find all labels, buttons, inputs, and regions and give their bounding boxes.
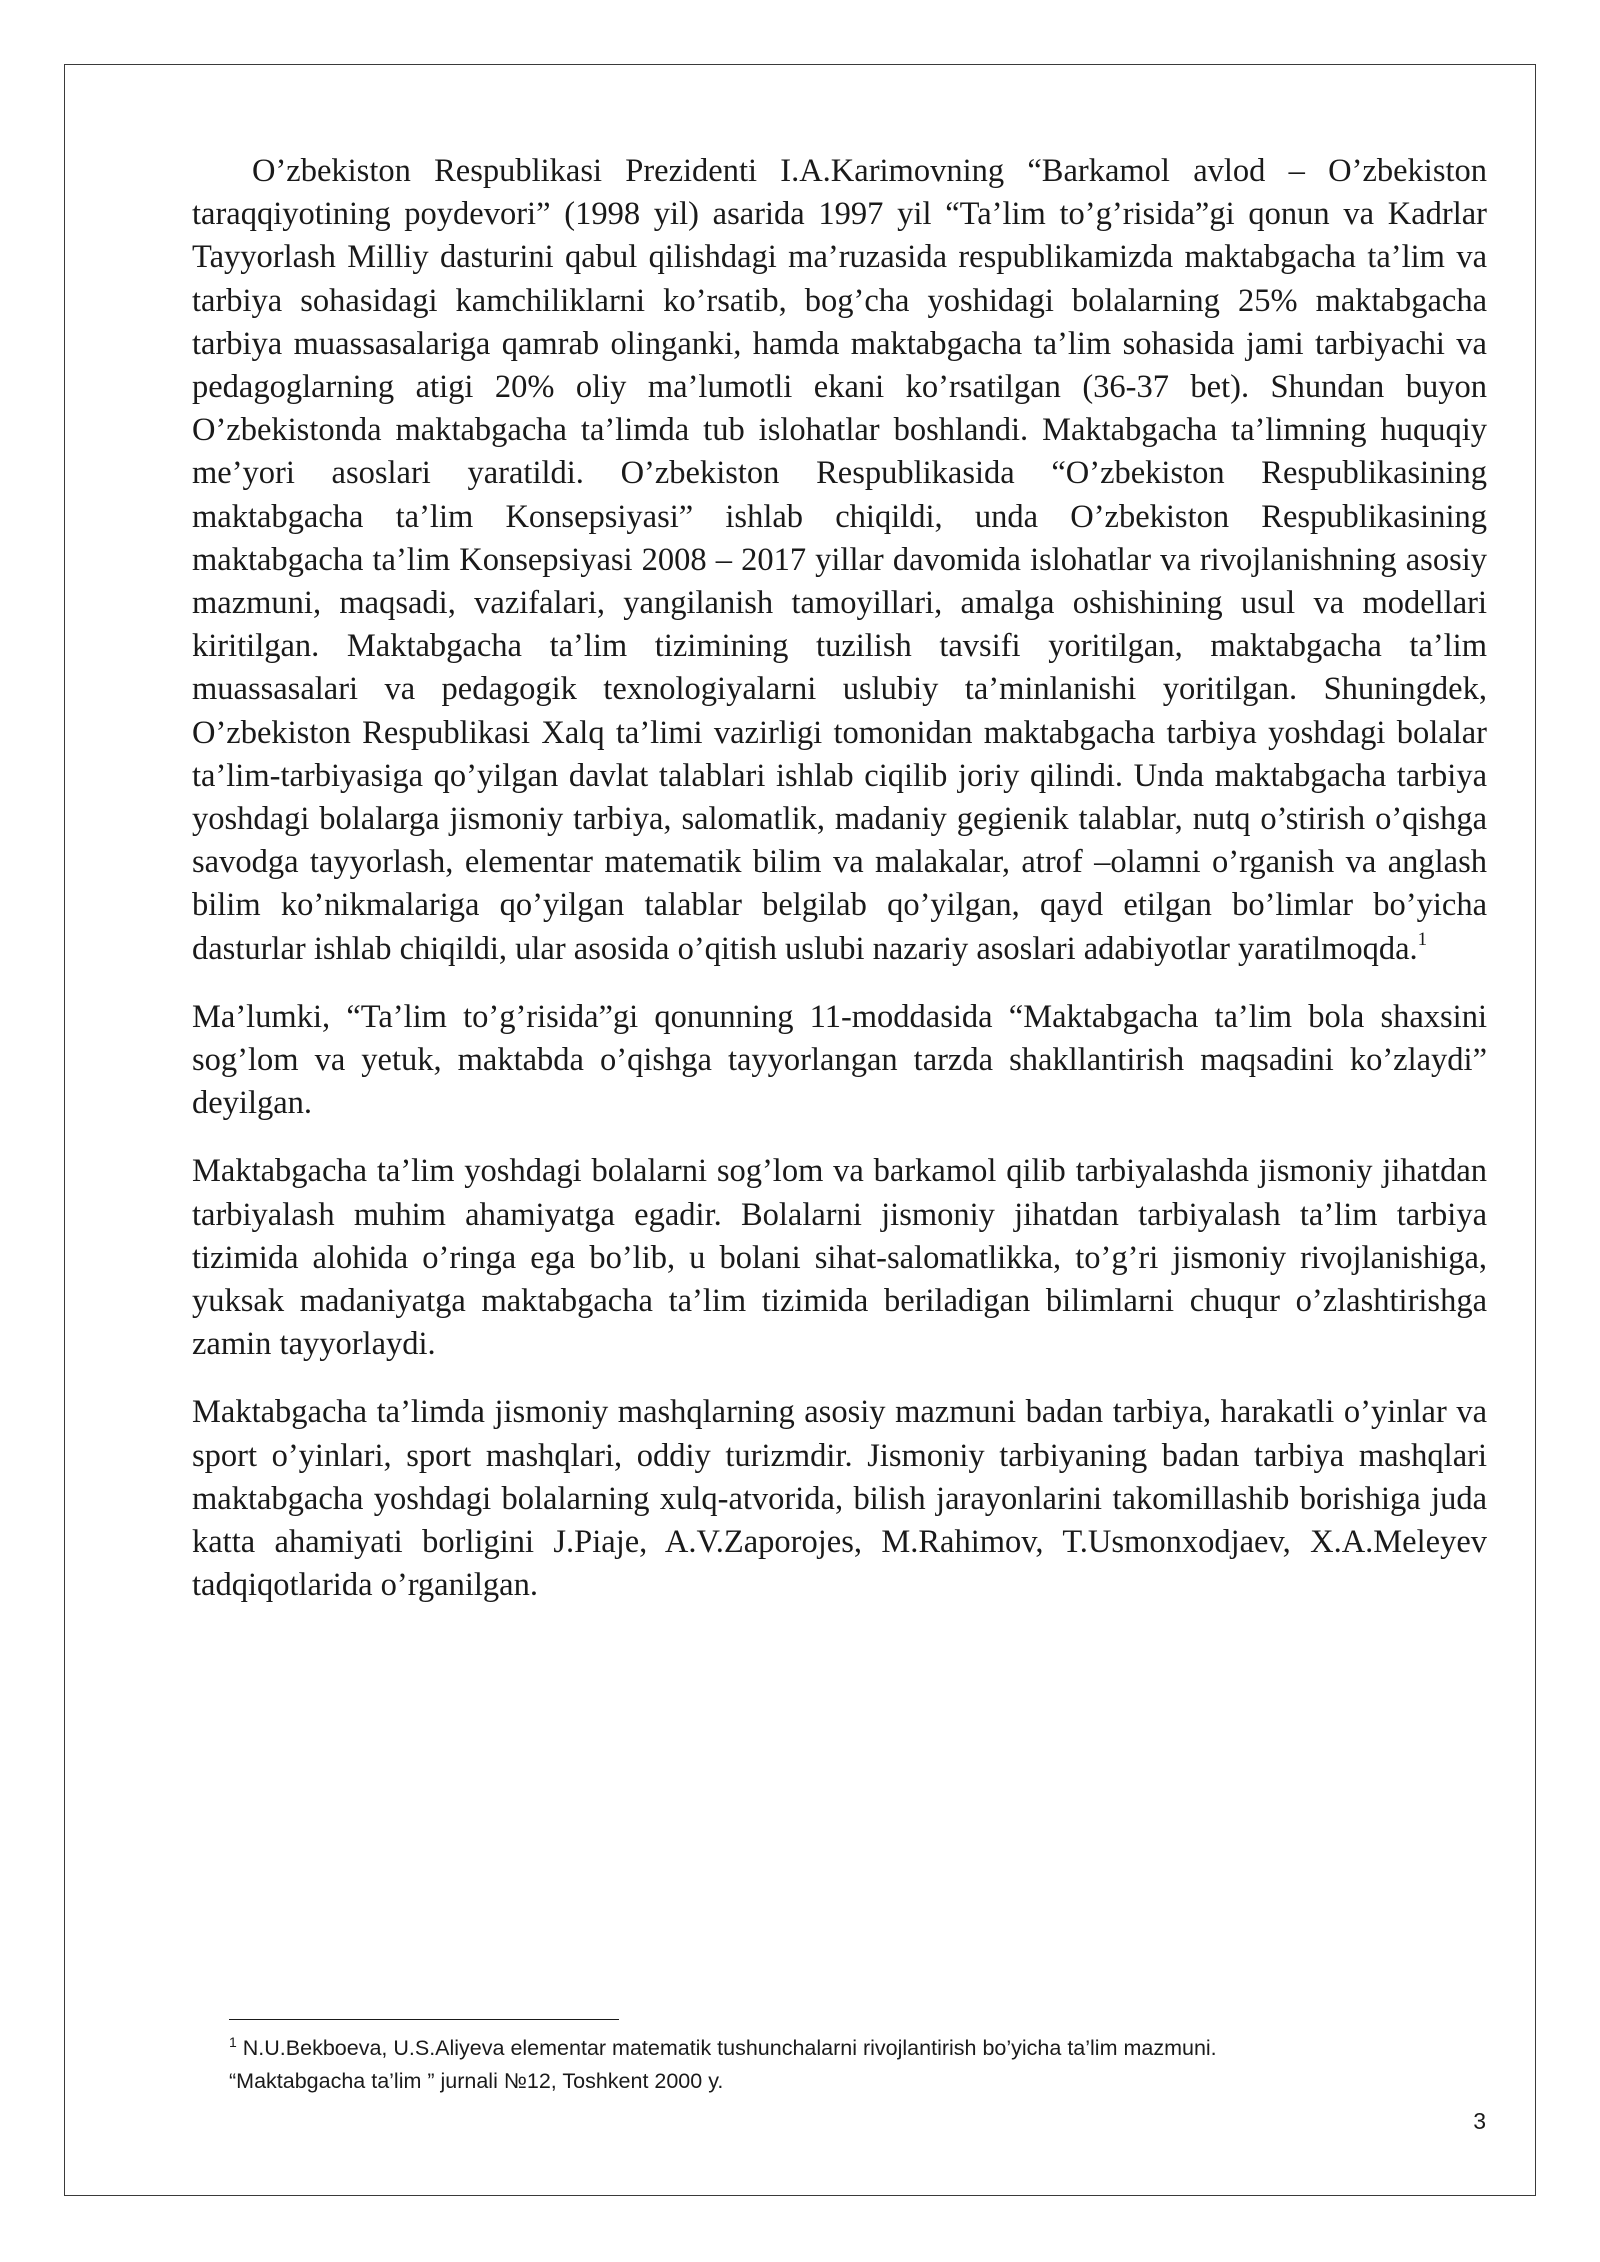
paragraph-2: Ma’lumki, “Ta’lim to’g’risida”gi qonunning 11-moddasida “Maktabgacha ta’lim bola shaxsini sog’lom va yetuk, maktabda o’qishga tayyorlangan tarzda shakllantirish maqsadini ko’zlaydi” deyilgan.: [192, 998, 1487, 1122]
page-number: 3: [1473, 2108, 1486, 2134]
footnote-line-1: [229, 2032, 1479, 2065]
footnote-separator: [229, 2019, 619, 2020]
footnote-mark: 1: [229, 2033, 237, 2050]
paragraph-1-text: O’zbekiston Respublikasi Prezidenti I.A.Karimovning “Barkamol avlod – O’zbekiston taraqqiyotining poydevori” (1998 yil) asarida 1997 yil “Ta’lim to’g’risida”gi qonun va Kadrlar Tayyorlash Milliy dasturini qabul qilishdagi ma’ruzasida respublikamizda maktabgacha ta’lim va tarbiya sohasidagi kamchiliklarni ko’rsatib, bog’cha yoshidagi bolalarning 25% maktabgacha tarbiya muassasalariga qamrab olinganki, hamda maktabgacha ta’lim sohasida jami tarbiyachi va pedagoglarning atigi 20% oliy ma’lumotli ekani ko’rsatilgan (36-37 bet). Shundan buyon O’zbekistonda maktabgacha ta’limda tub islohatlar boshlandi. Maktabgacha ta’limning huquqiy me’yori asoslari yaratildi. O’zbekiston Respublikasida “O’zbekiston Respublikasining maktabgacha ta’lim Konsepsiyasi” ishlab chiqildi, unda O’zbekiston Respublikasining maktabgacha ta’lim Konsepsiyasi 2008 – 2017 yillar davomida islohatlar va rivojlanishning asosiy mazmuni, maqsadi, vazifalari, yangilanish tamoyillari, amalga oshishining usul va modellari kiritilgan. Maktabgacha ta’lim tizimining tuzilish tavsifi yoritilgan, maktabgacha ta’lim muassasalari va pedagogik texnologiyalarni uslubiy ta’minlanishi yoritilgan. Shuningdek, O’zbekiston Respublikasi Xalq ta’limi vazirligi tomonidan maktabgacha tarbiya yoshdagi bolalar ta’lim-tarbiyasiga qo’yilgan davlat talablari ishlab ciqilib joriy qilindi. Unda maktabgacha tarbiya yoshdagi bolalarga jismoniy tarbiya, salomatlik, madaniy gegienik talablar, nutq o’stirish o’qishga savodga tayyorlash, elementar matematik bilim va malakalar, atrof –olamni o’rganish va anglash bilim ko’nikmalariga qo’yilgan talablar belgilab qo’yilgan, qayd etilgan bo’limlar bo’yicha dasturlar ishlab chiqildi, ular asosida o’qitish uslubi nazariy asoslari adabiyotlar yaratilmoqda.: [192, 153, 1487, 967]
paragraph-4: Maktabgacha ta’limda jismoniy mashqlarning asosiy mazmuni badan tarbiya, harakatli o’yinlar va sport o’yinlari, sport mashqlari, oddiy turizmdir. Jismoniy tarbiyaning badan tarbiya mashqlari maktabgacha yoshdagi bolalarning xulq-atvorida, bilish jarayonlarini takomillashib borishiga juda katta ahamiyati borligini J.Piaje, A.V.Zaporojes, M.Rahimov, T.Usmonxodjaev, X.A.Meleyev tadqiqotlarida o’rganilgan.: [192, 1394, 1487, 1604]
paragraph-3: Maktabgacha ta’lim yoshdagi bolalarni sog’lom va barkamol qilib tarbiyalashda jismoniy jihatdan tarbiyalash muhim ahamiyatga egadir. Bolalarni jismoniy jihatdan tarbiyalash ta’lim tarbiya tizimida alohida o’ringa ega bo’lib, u bolani sihat-salomatlikka, to’g’ri jismoniy rivojlanishiga, yuksak madaniyatga maktabgacha ta’lim tizimida beriladigan bilimlarni chuqur o’zlashtirishga zamin tayyorlaydi.: [192, 1153, 1487, 1363]
footnote-text-1: N.U.Bekboeva, U.S.Aliyeva elementar matematik tushunchalarni rivojlantirish bo’yicha ta’lim mazmuni.: [242, 2036, 1217, 2060]
paragraph-1: [192, 150, 1487, 971]
footnote-line-2: “Maktabgacha ta’lim ” jurnali №12, Toshkent 2000 y.: [229, 2069, 724, 2093]
footnote-reference[interactable]: 1: [1417, 928, 1428, 950]
document-body: [192, 150, 1487, 1633]
footnote: [229, 2032, 1479, 2098]
